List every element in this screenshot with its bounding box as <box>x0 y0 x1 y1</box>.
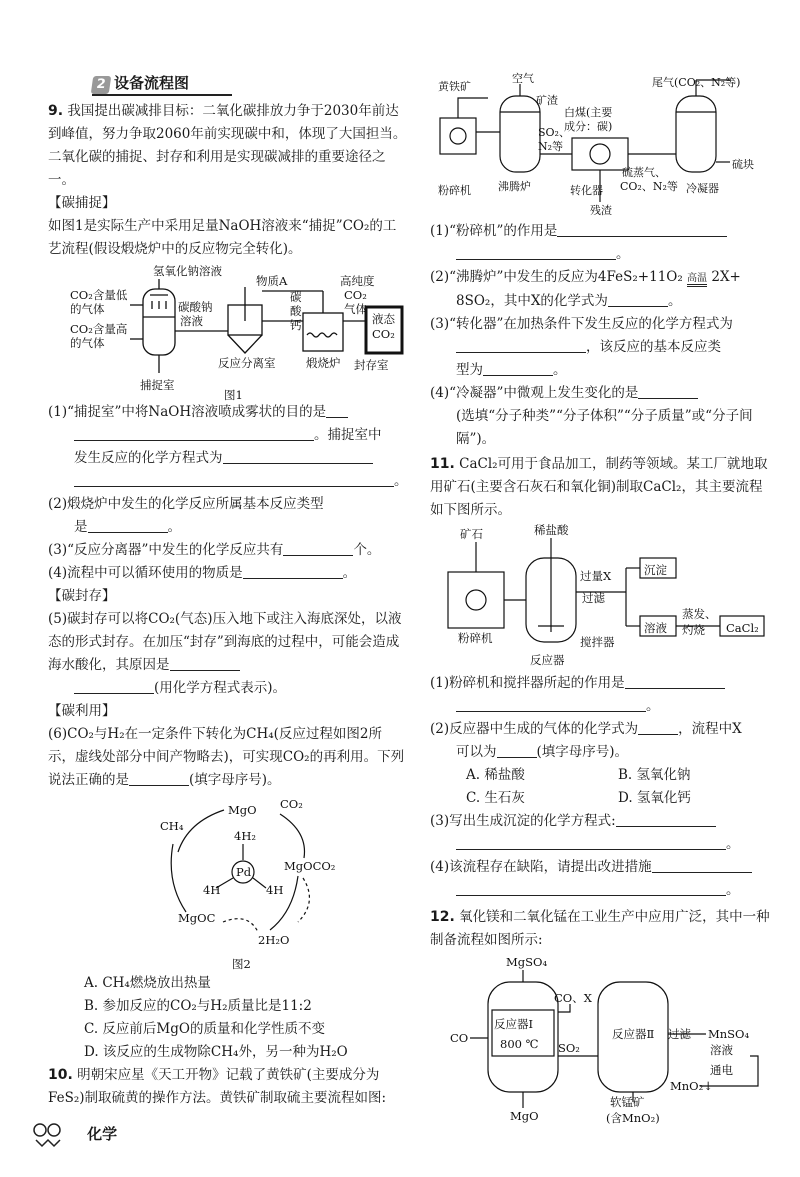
fig1-pure1: 高纯度 <box>340 274 375 288</box>
q12-r2: 反应器Ⅱ <box>612 1027 655 1041</box>
fig1-substanceA: 物质A <box>256 274 288 288</box>
q10-s4-line2: (选填“分子种类”“分子体积”“分子质量”或“分子间隔”)。 <box>456 408 753 447</box>
fig2-mgo: MgO <box>228 803 257 817</box>
q9-s4: (4)流程中可以循环使用的物质是 。 <box>48 565 357 581</box>
q11-s2: (2)反应器中生成的气体的化学式为 ，流程中X <box>430 721 742 737</box>
q9-s1-line3: 发生反应的化学方程式为 <box>48 447 408 470</box>
q9-option-c[interactable]: C. 反应前后MgO的质量和化学性质不变 <box>84 1021 325 1037</box>
q10-vapor: 硫蒸气、 <box>622 166 666 179</box>
q9-s1-blank-4[interactable] <box>74 472 394 487</box>
q11-s4-line2: 。 <box>430 879 770 902</box>
q11-ore: 矿石 <box>460 527 483 541</box>
fig2-mgoc: MgOC <box>178 911 216 925</box>
q11-product: CaCl₂ <box>726 621 759 635</box>
q9-s3: (3)“反应分离器”中发生的化学反应共有 个。 <box>48 542 381 558</box>
fig1-separator: 反应分离室 <box>218 356 276 370</box>
q9-capture-text: 如图1是实际生产中采用足量NaOH溶液来“捕捉”CO₂的工艺流程(假设煅烧炉中的反应物完全转化)。 <box>48 218 397 257</box>
fig1-lowco2: CO₂含量低 <box>70 288 128 302</box>
q10-air: 空气 <box>512 72 534 85</box>
q11-flow-diagram <box>430 522 770 672</box>
q10-coal: 白煤(主要 <box>564 106 613 119</box>
fig1-caco3-1: 碳 <box>290 290 302 304</box>
q9-s4-blank[interactable] <box>243 564 343 579</box>
q9-heading-use: 【碳利用】 <box>48 703 116 719</box>
footer-subject: 化学 <box>87 1124 118 1143</box>
q11-s3: (3)写出生成沉淀的化学方程式: <box>430 810 770 833</box>
q12-temp: 800 ℃ <box>500 1037 539 1051</box>
q12-intro: 12. 氧化镁和二氧化锰在工业生产中应用广泛，其中一种制备流程如图所示: <box>430 909 770 948</box>
q11-s3-line2: 。 <box>430 833 770 856</box>
q12-so2: SO₂ <box>558 1041 580 1055</box>
q11-s1-blank-2[interactable] <box>456 697 646 712</box>
fig1-capture: 捕捉室 <box>140 378 175 392</box>
q10-residue: 残渣 <box>590 204 612 217</box>
fig1-lowgas: 的气体 <box>70 302 105 316</box>
fig1-na2co3: 碳酸钠 <box>178 300 213 314</box>
fig1-furnace: 煅烧炉 <box>306 356 341 370</box>
q9-heading-capture: 【碳捕捉】 <box>48 195 116 211</box>
q10-crusher: 粉碎机 <box>438 184 471 197</box>
q9-s2-line2: 是 。 <box>74 519 181 535</box>
q11-crusher: 粉碎机 <box>458 631 493 645</box>
q11-sol: 溶液 <box>644 621 667 635</box>
q10-vapor2: CO₂、N₂等 <box>620 180 678 193</box>
q12-mno2: MnO₂↓ <box>670 1079 713 1093</box>
q11-option-a[interactable]: A. 稀盐酸 <box>466 767 525 783</box>
q10-s2-line2: 8SO₂，其中X的化学式为 。 <box>456 293 682 309</box>
q11-intro: 11. CaCl₂可用于食品加工，制药等领域。某工厂就地取用矿石(主要含石灰石和氧化铜)制取CaCl₂，其主要流程如下图所示。 <box>430 456 768 518</box>
q11-s4-blank-2[interactable] <box>456 881 726 896</box>
q10-s3-line2: ，该反应的基本反应类 <box>430 336 770 359</box>
q10-s2-blank[interactable] <box>608 292 668 307</box>
q11-s1-blank[interactable] <box>625 674 725 689</box>
fig1-pure2: CO₂ <box>344 288 367 302</box>
figure-2-diagram <box>48 792 408 972</box>
q9-option-d[interactable]: D. 该反应的生成物除CH₄外，另一种为H₂O <box>84 1044 348 1060</box>
fig1-liquid2: CO₂ <box>372 327 395 341</box>
q9-s5-line2: (用化学方程式表示)。 <box>48 677 408 700</box>
q9-s1-line1: (1)“捕捉室”中将NaOH溶液喷成雾状的目的是 <box>48 401 408 424</box>
q9-s2-blank[interactable] <box>88 518 168 533</box>
q9-intro: 9. 我国提出碳减排目标：二氧化碳排放力争于2030年前达到峰值，努力争取2060年前实现碳中和，体现了大国担当。二氧化碳的捕捉、封存和利用是实现碳减排的重要途径之一。 <box>48 103 407 188</box>
fig1-storage: 封存室 <box>354 358 389 372</box>
q10-s4: (4)“冷凝器”中微观上发生变化的是 <box>430 382 770 405</box>
fig2-4h-left: 4H <box>203 883 221 897</box>
q11-burn: 灼烧 <box>682 623 705 637</box>
q11-reactor: 反应器 <box>530 653 565 667</box>
q12-ore: 软锰矿 <box>610 1095 645 1109</box>
q9-options <box>48 972 408 1064</box>
q9-option-a[interactable]: A. CH₄燃烧放出热量 <box>84 975 211 991</box>
fig1-highco2: CO₂含量高 <box>70 322 128 336</box>
q9-s5-blank-2[interactable] <box>74 679 154 694</box>
q12-r1: 反应器Ⅰ <box>494 1017 534 1031</box>
q12-sol: 溶液 <box>710 1043 733 1057</box>
q10-s2: (2)“沸腾炉”中发生的反应为4FeS₂+11O₂ 高温 2X+ <box>430 269 741 285</box>
q10-flow-diagram <box>430 72 770 220</box>
q10-s3-blank[interactable] <box>456 338 586 353</box>
q10-s4-blank[interactable] <box>638 384 698 399</box>
q9-s2: (2)煅烧炉中发生的化学反应所属基本反应类型 <box>48 496 324 512</box>
q9-s5: (5)碳封存可以将CO₂(气态)压入地下或注入海底深处，以液态的形式封存。在加压“封存”到海底的过程中，可能会造成海水酸化，其原因是 <box>48 611 402 673</box>
q10-tail: 尾气(CO₂、N₂等) <box>652 76 741 89</box>
fig1-pure3: 气体 <box>344 302 367 316</box>
fig2-co2: CO₂ <box>280 797 303 811</box>
q9-heading-store: 【碳封存】 <box>48 588 116 604</box>
fig1-caco3-2: 酸 <box>290 304 302 318</box>
right-column <box>430 0 770 1128</box>
q9-s5-blank-1[interactable] <box>170 656 240 671</box>
section-title-text: 设备流程图 <box>114 74 190 92</box>
q9-s1-blank-2[interactable] <box>74 426 314 441</box>
fig2-4h2: 4H₂ <box>234 829 256 843</box>
q9-s1-line2: 。捕捉室中 <box>48 424 408 447</box>
q11-s4-blank[interactable] <box>652 858 752 873</box>
fig1-solution: 溶液 <box>180 314 203 328</box>
q10-condenser: 冷凝器 <box>686 182 719 195</box>
fig1-caption: 图1 <box>224 388 243 401</box>
q12-mgo: MgO <box>510 1109 539 1123</box>
q10-s3: (3)“转化器”在加热条件下发生反应的化学方程式为 <box>430 316 733 332</box>
q10-coal2: 成分：碳) <box>564 120 613 133</box>
q9-s6: (6)CO₂与H₂在一定条件下转化为CH₄(反应过程如图2所示，虚线处部分中间产物略去)，可实现CO₂的再利用。下列说法正确的是 (填字母序号)。 <box>48 726 405 788</box>
q11-s1-line2: 。 <box>430 695 770 718</box>
fig1-liquid: 液态 <box>372 312 395 326</box>
q12-mgso4: MgSO₄ <box>506 955 548 969</box>
page-footer <box>30 1120 117 1148</box>
q10-s1-blank[interactable] <box>557 222 727 237</box>
q12-filter: 过滤 <box>668 1027 691 1041</box>
figure-1-diagram <box>48 261 408 401</box>
fig2-mgoco2: MgOCO₂ <box>284 859 336 873</box>
q11-s2-line2: 可以为 (填字母序号)。 <box>456 744 629 760</box>
q9-s3-blank[interactable] <box>283 541 353 556</box>
q11-s4: (4)该流程存在缺陷，请提出改进措施 <box>430 856 770 879</box>
q9-s1-blank-1[interactable] <box>326 403 348 418</box>
fig2-caption: 图2 <box>232 957 251 971</box>
q10-pyrite: 黄铁矿 <box>438 80 471 93</box>
q11-stirrer: 搅拌器 <box>580 635 615 649</box>
q9-s1-blank-3[interactable] <box>223 449 373 464</box>
q11-filterx: 过量X <box>580 569 612 583</box>
q10-s1: (1)“粉碎机”的作用是 <box>430 220 770 243</box>
fig1-caco3-3: 钙 <box>290 318 302 332</box>
fig1-naoh-label: 氢氧化钠溶液 <box>153 264 222 278</box>
q9-s1-line4: 。 <box>48 470 408 493</box>
fig2-pd: Pd <box>236 865 252 879</box>
q10-s1-line2: 。 <box>430 243 770 266</box>
q12-elec: 通电 <box>710 1063 733 1077</box>
q10-boiler: 沸腾炉 <box>498 180 531 193</box>
q11-option-d[interactable]: D. 氢氧化钙 <box>618 790 691 806</box>
q10-n2: N₂等 <box>538 140 564 153</box>
q10-sulfur: 硫块 <box>732 158 754 171</box>
q10-s2-condition: 高温 <box>687 273 707 287</box>
q12-cox: CO、X <box>554 991 592 1005</box>
q10-s3-blank-2[interactable] <box>483 361 553 376</box>
q11-s2-blank-2[interactable] <box>497 743 537 758</box>
fig2-2h2o: 2H₂O <box>258 933 290 947</box>
q11-evap: 蒸发、 <box>682 607 717 621</box>
fig2-4h-right: 4H <box>266 883 284 897</box>
q10-converter: 转化器 <box>570 184 603 197</box>
q11-s2-blank[interactable] <box>638 720 678 735</box>
q10-so2: SO₂、 <box>538 126 570 139</box>
q11-s1: (1)粉碎机和搅拌器所起的作用是 <box>430 672 770 695</box>
q9-s6-blank[interactable] <box>129 771 189 786</box>
q11-filter: 过滤 <box>582 591 605 605</box>
q11-precip: 沉淀 <box>644 563 667 577</box>
q11-s3-blank[interactable] <box>616 812 716 827</box>
q11-s3-blank-2[interactable] <box>456 835 726 850</box>
fig1-highgas: 的气体 <box>70 336 105 350</box>
q10-slag: 矿渣 <box>536 94 558 107</box>
q11-options <box>430 764 770 810</box>
q12-mnso4: MnSO₄ <box>708 1027 750 1041</box>
left-column <box>48 0 408 1110</box>
q10-intro: 10. 明朝宋应星《天工开物》记载了黄铁矿(主要成分为FeS₂)制取硫黄的操作方法。黄铁矿制取硫主要流程如图: <box>48 1067 387 1106</box>
q12-co: CO <box>450 1031 469 1045</box>
q11-option-b[interactable]: B. 氢氧化钠 <box>618 767 691 783</box>
q12-flow-diagram <box>430 952 770 1128</box>
footer-logo-icon <box>30 1120 66 1148</box>
q9-option-b[interactable]: B. 参加反应的CO₂与H₂质量比是11:2 <box>84 998 312 1014</box>
q11-hcl: 稀盐酸 <box>534 523 569 537</box>
q10-s3-line3: 型为 。 <box>456 362 567 378</box>
section-badge: 2 <box>91 76 112 94</box>
fig2-ch4: CH₄ <box>160 819 184 833</box>
q11-option-c[interactable]: C. 生石灰 <box>466 790 525 806</box>
q10-s1-blank-2[interactable] <box>456 245 616 260</box>
q12-ore2: (含MnO₂) <box>606 1111 660 1125</box>
